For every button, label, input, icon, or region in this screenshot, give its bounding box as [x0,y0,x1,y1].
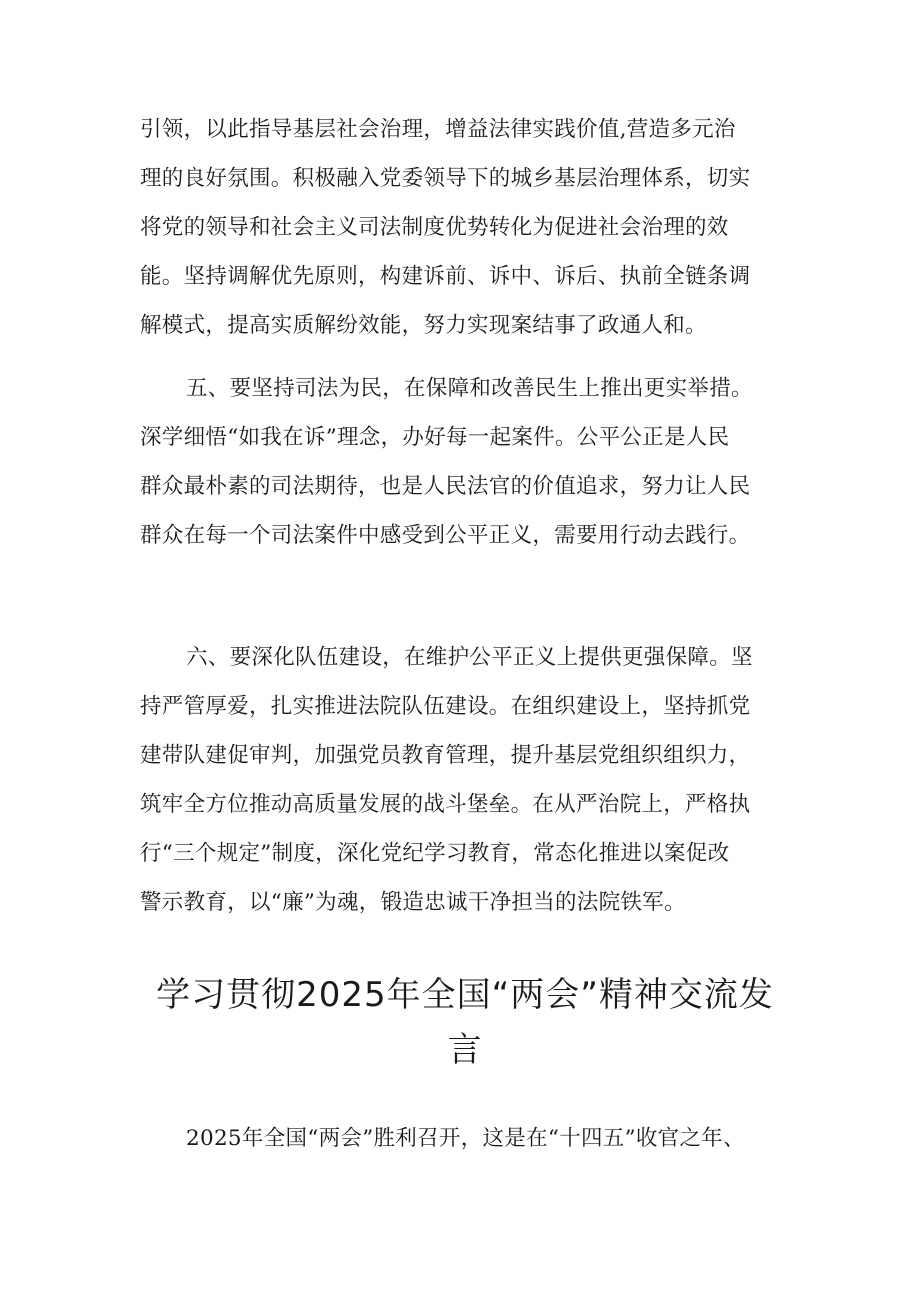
paragraph-line: 五、要坚持司法为民，在保障和改善民生上推出更实举措。 [186,376,753,401]
paragraph-line: 筑牢全方位推动高质量发展的战斗堡垒。在从严治院上，严格执 [140,792,751,817]
heading-line: 言 [447,1030,483,1070]
paragraph-line: 群众最朴素的司法期待，也是人民法官的价值追求，努力让人民 [140,474,751,499]
paragraph-line: 持严管厚爱，扎实推进法院队伍建设。在组织建设上，坚持抓党 [140,694,751,719]
heading-line: 学习贯彻2025年全国“两会”精神交流发 [156,975,774,1015]
paragraph-line: 将党的领导和社会主义司法制度优势转化为促进社会治理的效 [140,215,729,240]
paragraph-line: 引领，以此指导基层社会治理，增益法律实践价值,营造多元治 [140,117,736,142]
paragraph-line: 六、要深化队伍建设，在维护公平正义上提供更强保障。坚 [186,645,753,670]
paragraph-line: 行“三个规定”制度，深化党纪学习教育，常态化推进以案促改 [140,841,730,866]
paragraph-line: 理的良好氛围。积极融入党委领导下的城乡基层治理体系，切实 [140,166,751,191]
paragraph-line: 能。坚持调解优先原则，构建诉前、诉中、诉后、执前全链条调 [140,264,751,289]
paragraph-line: 深学细悟“如我在诉”理念，办好每一起案件。公平公正是人民 [140,425,730,450]
paragraph-line: 群众在每一个司法案件中感受到公平正义，需要用行动去践行。 [140,523,751,548]
paragraph-line: 警示教育，以“廉”为魂，锻造忠诚干净担当的法院铁军。 [140,890,686,915]
paragraph-line: 2025年全国“两会”胜利召开，这是在“十四五”收官之年、 [186,1126,745,1151]
paragraph-line: 建带队建促审判，加强党员教育管理，提升基层党组织组织力， [140,743,751,768]
paragraph-line: 解模式，提高实质解纷效能，努力实现案结事了政通人和。 [140,313,707,338]
